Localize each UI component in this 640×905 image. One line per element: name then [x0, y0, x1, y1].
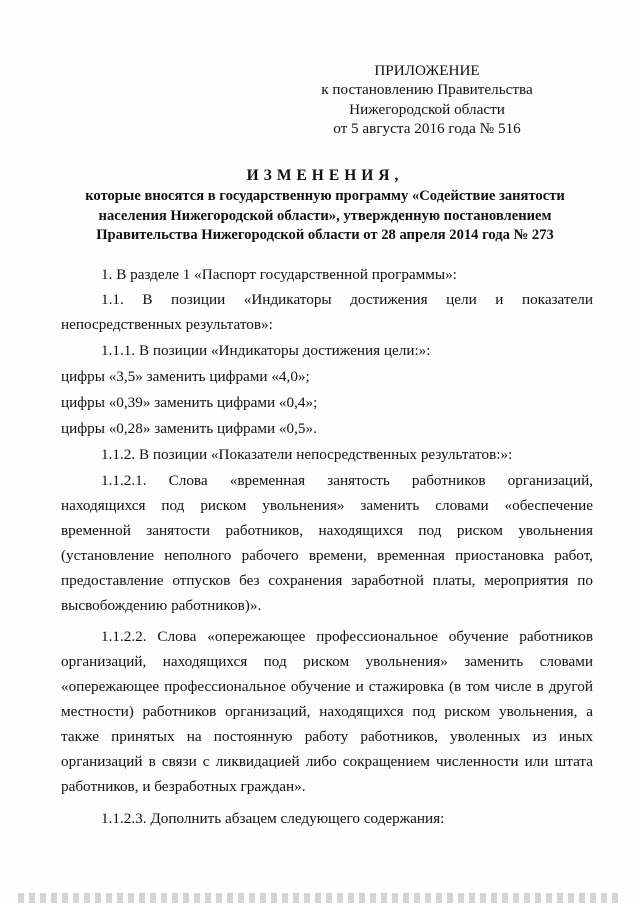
text-line: 1.1.2. В позиции «Показатели непосредственных результатов:»: [101, 446, 513, 463]
appendix-label: ПРИЛОЖЕНИЕ [374, 62, 480, 79]
text-line: непосредственных результатов»: [61, 316, 273, 333]
appendix-header [317, 61, 537, 139]
appendix-resolution-ref: к постановлению Правительства [321, 81, 533, 99]
text-line: высвобождению работников)». [61, 597, 262, 614]
paragraph-1-1-2-3 [61, 806, 593, 831]
text-line: 1.1.2.1. Слова «временная занятость работников организаций, [101, 472, 593, 489]
title-line: населения Нижегородской области», утвержденную постановлением [98, 207, 552, 224]
title-line: которые вносятся в государственную программу «Содействие занятости [85, 188, 565, 204]
text-line: (установление неполного рабочего времени, временная приостановка работ, [61, 547, 593, 564]
text-line: цифры «3,5» заменить цифрами «4,0»; [61, 368, 310, 385]
text-line: цифры «0,39» заменить цифрами «0,4»; [61, 394, 318, 411]
text-line: работников, и безработных граждан». [61, 778, 306, 795]
paragraph-1 [61, 262, 593, 287]
text-line: временной занятости работников, находящихся под риском увольнения [61, 522, 593, 539]
text-line: 1. В разделе 1 «Паспорт государственной программы»: [101, 266, 457, 283]
paragraph-digits-1 [61, 364, 593, 389]
document-title [60, 166, 590, 246]
scan-edge-artifact [18, 893, 618, 903]
text-line: 1.1.2.3. Дополнить абзацем следующего содержания: [101, 810, 445, 827]
paragraph-1-1-2-2 [61, 624, 593, 799]
appendix-region: Нижегородской области [349, 100, 505, 118]
paragraph-digits-2 [61, 390, 593, 415]
paragraph-1-1-1 [61, 338, 593, 363]
text-line: цифры «0,28» заменить цифрами «0,5». [61, 420, 317, 437]
text-line: 1.1.1. В позиции «Индикаторы достижения цели:»: [101, 342, 431, 359]
title-description [60, 187, 590, 246]
text-line: предоставление отпусков без сохранения заработной платы, мероприятия по [61, 572, 593, 589]
title-line: Правительства Нижегородской области от 28 апреля 2014 года № 273 [96, 227, 554, 243]
text-line: также принятых на постоянную работу работников, уволенных из иных [61, 728, 593, 745]
paragraph-1-1 [61, 287, 593, 337]
text-line: «опережающее профессиональное обучение и стажировка (в том числе в другой [61, 678, 593, 695]
title-heading: ИЗМЕНЕНИЯ, [246, 167, 404, 184]
text-line: 1.1.2.2. Слова «опережающее профессиональное обучение работников [101, 628, 593, 645]
appendix-date-number: от 5 августа 2016 года № 516 [333, 120, 521, 138]
paragraph-digits-3 [61, 416, 593, 441]
paragraph-1-1-2 [61, 442, 593, 467]
text-line: организаций в связи с ликвидацией либо сокращением численности или штата [61, 753, 593, 770]
text-line: 1.1. В позиции «Индикаторы достижения цели и показатели [101, 291, 593, 308]
text-line: находящихся под риском увольнения» заменить словами «обеспечение [61, 497, 593, 514]
paragraph-1-1-2-1 [61, 468, 593, 618]
text-line: местности) работников организаций, находящихся под риском увольнения, а [61, 703, 593, 720]
text-line: организаций, находящихся под риском увольнения» заменить словами [61, 653, 593, 670]
